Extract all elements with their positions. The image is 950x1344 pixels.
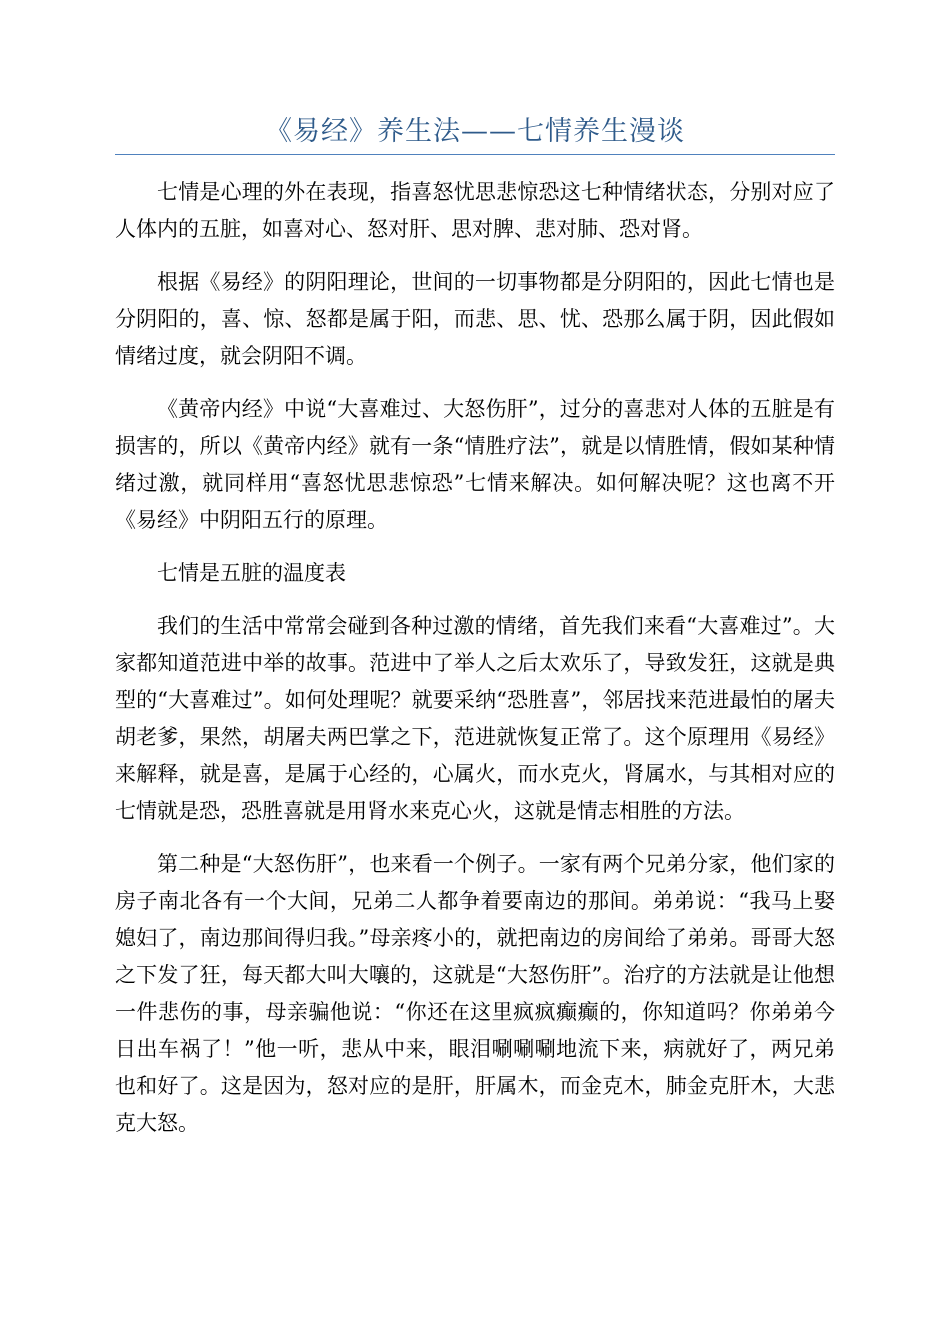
paragraph-intro: 七情是心理的外在表现，指喜怒忧思悲惊恐这七种情绪状态，分别对应了人体内的五脏，如喜对心、怒对肝、思对脾、悲对肺、恐对肾。: [115, 180, 835, 241]
paragraph-neijing: 《黄帝内经》中说“大喜难过、大怒伤肝”，过分的喜悲对人体的五脏是有损害的，所以《黄帝内经》就有一条“情胜疗法”，就是以情胜情，假如某种情绪过激，就同样用“喜怒忧思悲惊恐”七情来解决。如何解决呢？这也离不开《易经》中阴阳五行的原理。: [115, 397, 835, 532]
paragraph-anger-example: 第二种是“大怒伤肝”，也来看一个例子。一家有两个兄弟分家，他们家的房子南北各有一个大间，兄弟二人都争着要南边的那间。弟弟说：“我马上娶媳妇了，南边那间得归我。”母亲疼小的，就把南边的房间给了弟弟。哥哥大怒之下发了狂，每天都大叫大嚷的，这就是“大怒伤肝”。治疗的方法就是让他想一件悲伤的事，母亲骗他说：“你还在这里疯疯癫癫的，你知道吗？你弟弟今日出车祸了！”他一听，悲从中来，眼泪唰唰唰地流下来，病就好了，两兄弟也和好了。这是因为，怒对应的是肝，肝属木，而金克木，肺金克肝木，大悲克大怒。: [115, 852, 835, 1135]
title-underline: [115, 154, 835, 155]
section-heading: 七情是五脏的温度表: [157, 561, 346, 585]
document-title: 《易经》养生法——七情养生漫谈: [265, 116, 685, 147]
document-body: [115, 174, 835, 1158]
paragraph-yinyang: 根据《易经》的阴阳理论，世间的一切事物都是分阴阳的，因此七情也是分阴阳的，喜、惊、怒都是属于阳，而悲、思、忧、恐那么属于阴，因此假如情绪过度，就会阴阳不调。: [115, 270, 835, 368]
paragraph-joy-example: 我们的生活中常常会碰到各种过激的情绪，首先我们来看“大喜难过”。大家都知道范进中举的故事。范进中了举人之后太欢乐了，导致发狂，这就是典型的“大喜难过”。如何处理呢？就要采纳“恐胜喜”，邻居找来范进最怕的屠夫胡老爹，果然，胡屠夫两巴掌之下，范进就恢复正常了。这个原理用《易经》来解释，就是喜，是属于心经的，心属火，而水克火，肾属水，与其相对应的七情就是恐，恐胜喜就是用肾水来克心火，这就是情志相胜的方法。: [115, 614, 835, 823]
